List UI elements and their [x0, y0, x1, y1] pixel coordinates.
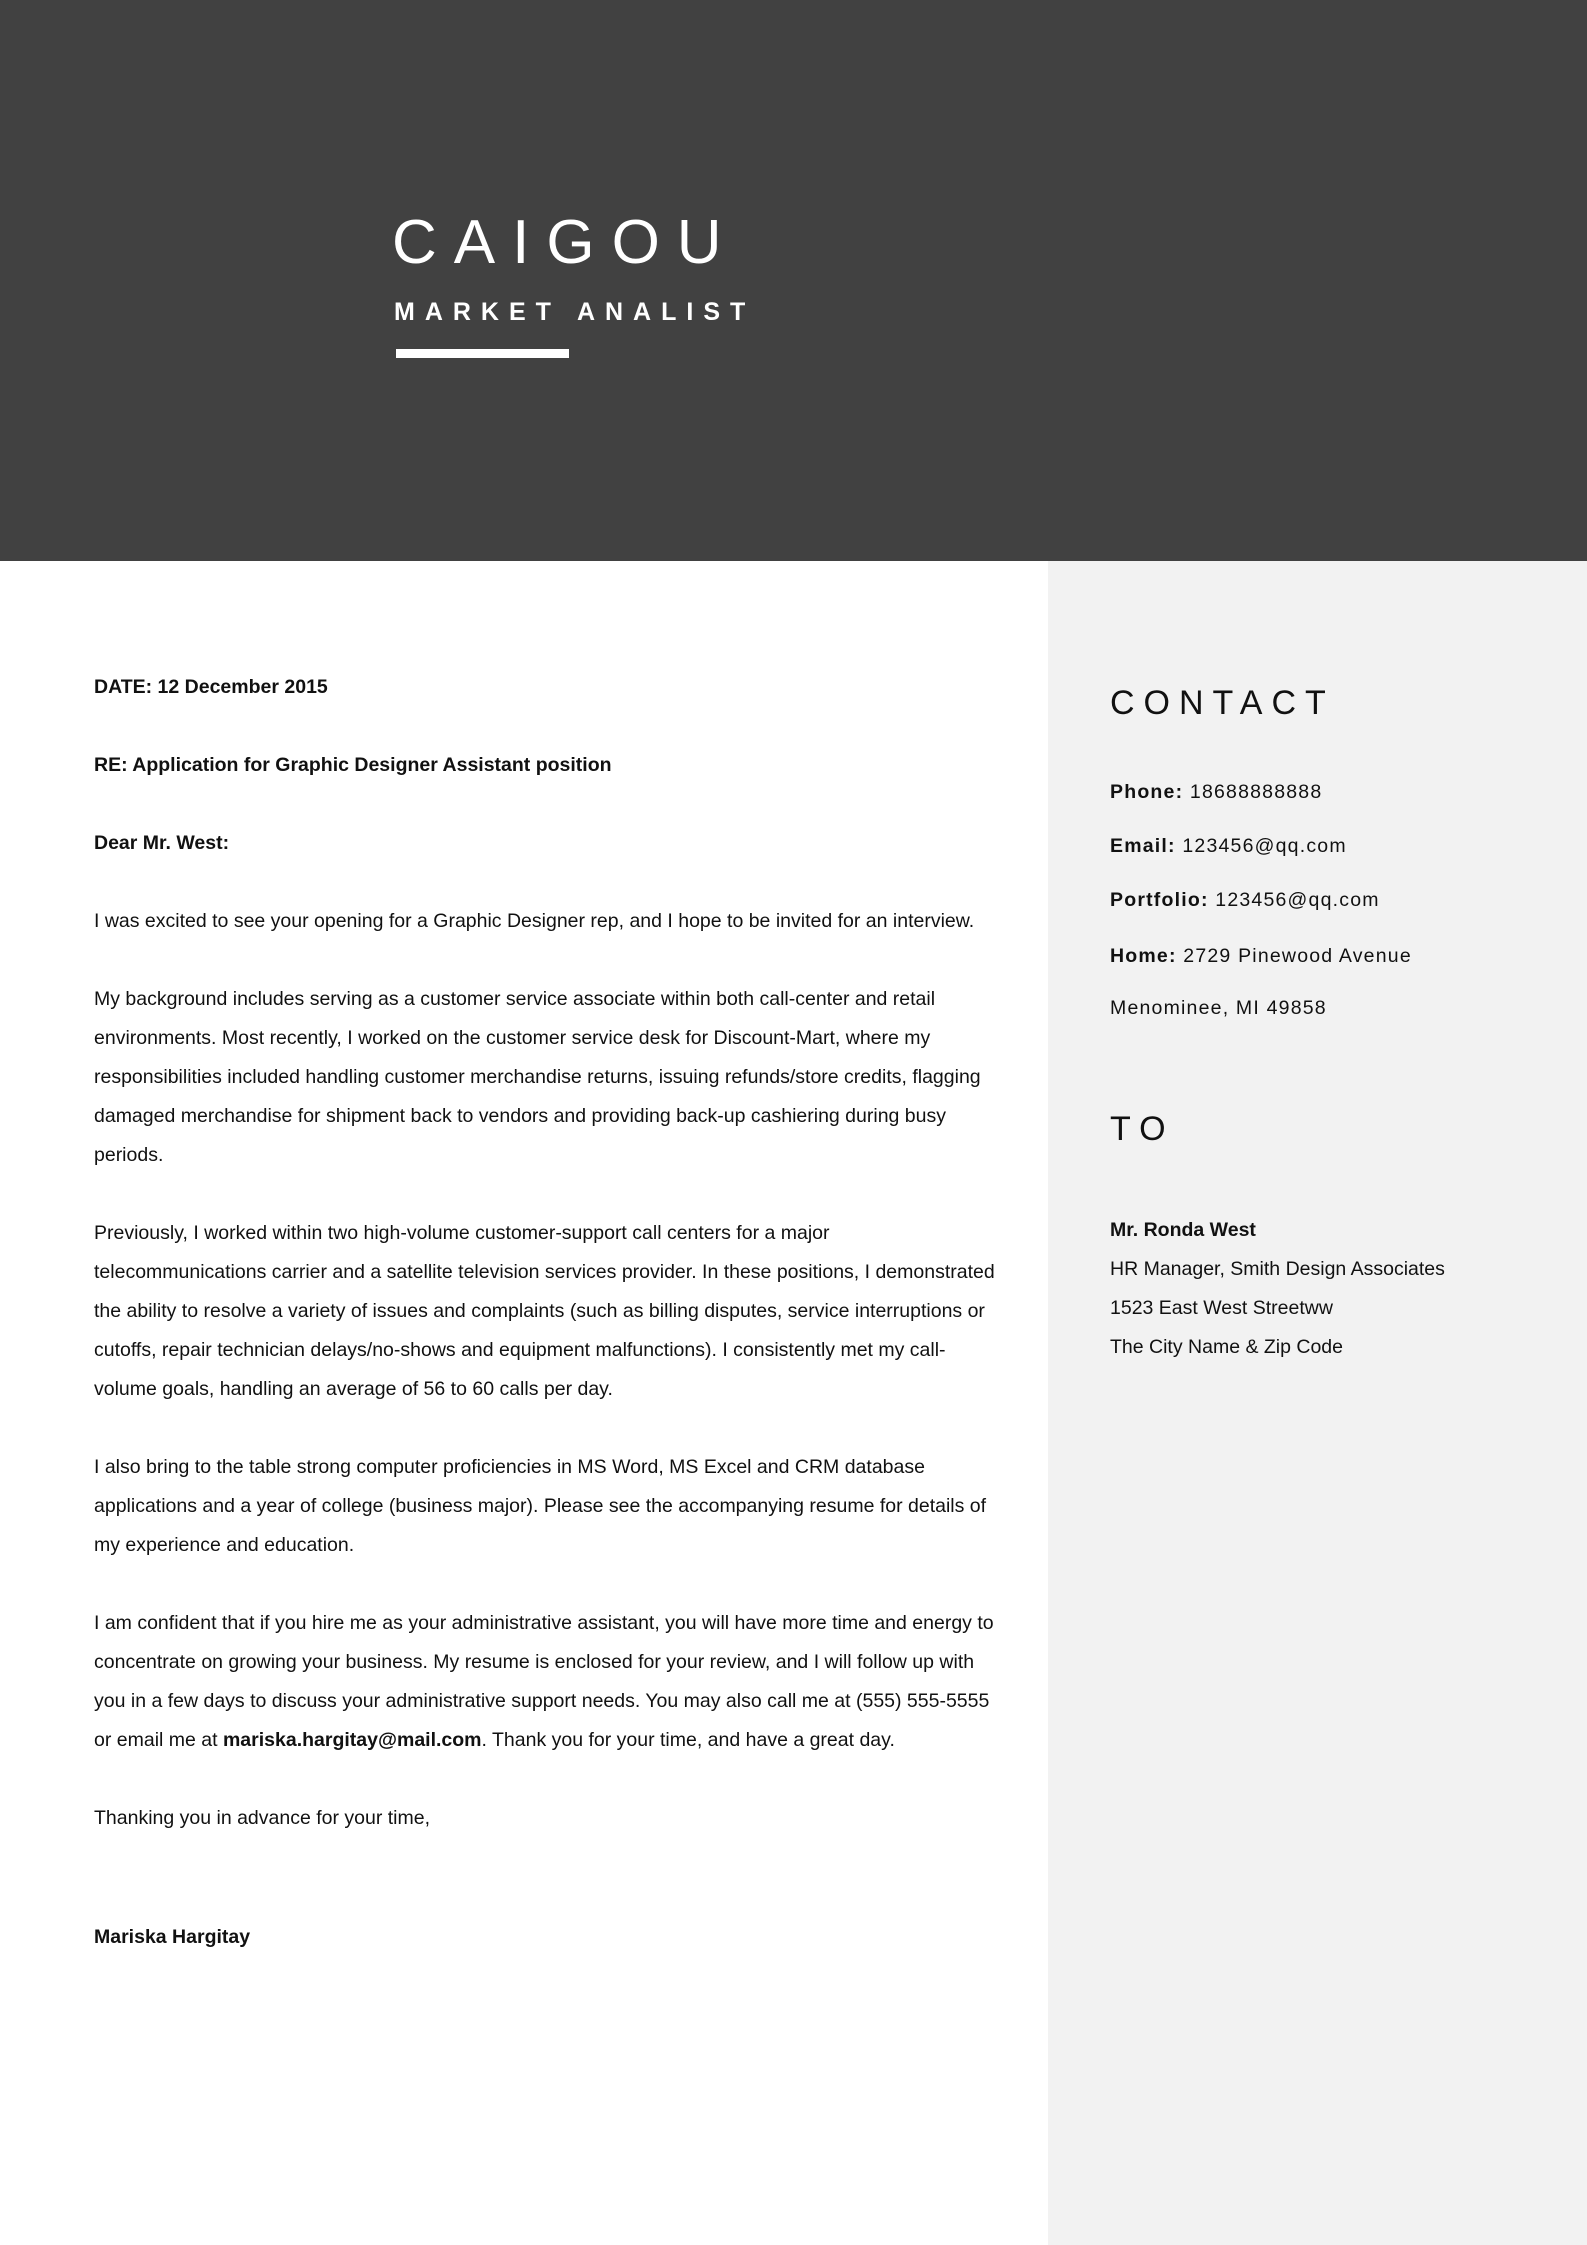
contact-home — [1110, 947, 1412, 967]
letter-date: DATE: 12 December 2015 — [94, 676, 328, 698]
contact-heading: CONTACT — [1110, 684, 1335, 722]
contact-portfolio — [1110, 891, 1380, 911]
signature-name: Mariska Hargitay — [94, 1926, 251, 1948]
paragraph-5-text: I am confident that if you hire me as your administrative assistant, you will have more time and energy to concentrate on growing your business. My resume is enclosed for your review, and I will follow up with you in a few days to discuss your administrative support needs. You may also call me at (555) 555-5555 or email me at — [94, 1612, 994, 1751]
recipient-title: HR Manager, Smith Design Associates — [1110, 1258, 1445, 1280]
contact-sidebar — [1048, 561, 1587, 2245]
letter-paragraph-2: My background includes serving as a customer service associate within both call-center and retail environments. Most recently, I worked on the customer service desk for Discount-Mart, where my responsibilities included handling customer merchandise returns, issuing refunds/store credits, flagging damaged merchandise for shipment back to vendors and providing back-up cashiering during busy periods. — [94, 988, 981, 1166]
home-address-line-2: Menominee, MI 49858 — [1110, 997, 1327, 1019]
letter-closing: Thanking you in advance for your time, — [94, 1807, 431, 1829]
email-link[interactable]: mariska.hargitay@mail.com — [222, 1729, 482, 1751]
letter-paragraph-4: I also bring to the table strong computer proficiencies in MS Word, MS Excel and CRM database applications and a year of college (business major). Please see the accompanying resume for details of my experience and education. — [94, 1456, 987, 1556]
email-value[interactable]: 123456@qq.com — [1182, 835, 1347, 857]
contact-email — [1110, 837, 1347, 857]
home-address-line-1: 2729 Pinewood Avenue — [1183, 945, 1412, 967]
letter-paragraph-3: Previously, I worked within two high-volume customer-support call centers for a major telecommunications carrier and a satellite television services provider. In these positions, I demonstrated the ability to resolve a variety of issues and complaints (such as billing disputes, service interruptions or cutoffs, repair technician delays/no-shows and equipment malfunctions). I consistently met my call-volume goals, handling an average of 56 to 60 calls per day. — [94, 1222, 995, 1400]
recipient-name: Mr. Ronda West — [1110, 1219, 1256, 1241]
letter-paragraph-1: I was excited to see your opening for a Graphic Designer rep, and I hope to be invited for an interview. — [94, 910, 975, 932]
title-underline — [396, 349, 569, 358]
recipient-street: 1523 East West Streetww — [1110, 1297, 1333, 1319]
letter-salutation: Dear Mr. West: — [94, 832, 230, 854]
recipient-block — [1110, 1211, 1445, 1367]
paragraph-5-tail: . Thank you for your time, and have a great day. — [481, 1729, 895, 1751]
header-banner — [0, 0, 1587, 561]
letter-subject: RE: Application for Graphic Designer Assistant position — [94, 754, 612, 776]
portfolio-label: Portfolio: — [1110, 889, 1209, 911]
to-heading: TO — [1110, 1110, 1175, 1148]
letter-paragraph-5 — [94, 1604, 999, 1760]
phone-value: 18688888888 — [1189, 781, 1323, 803]
recipient-city: The City Name & Zip Code — [1110, 1336, 1344, 1358]
applicant-role: MARKET ANALIST — [394, 298, 756, 326]
email-label: Email: — [1110, 835, 1176, 857]
letter-body — [94, 668, 999, 1877]
portfolio-value[interactable]: 123456@qq.com — [1215, 889, 1380, 911]
home-label: Home: — [1110, 945, 1177, 967]
applicant-name: CAIGOU — [392, 208, 739, 277]
contact-phone — [1110, 783, 1322, 803]
phone-label: Phone: — [1110, 781, 1184, 803]
